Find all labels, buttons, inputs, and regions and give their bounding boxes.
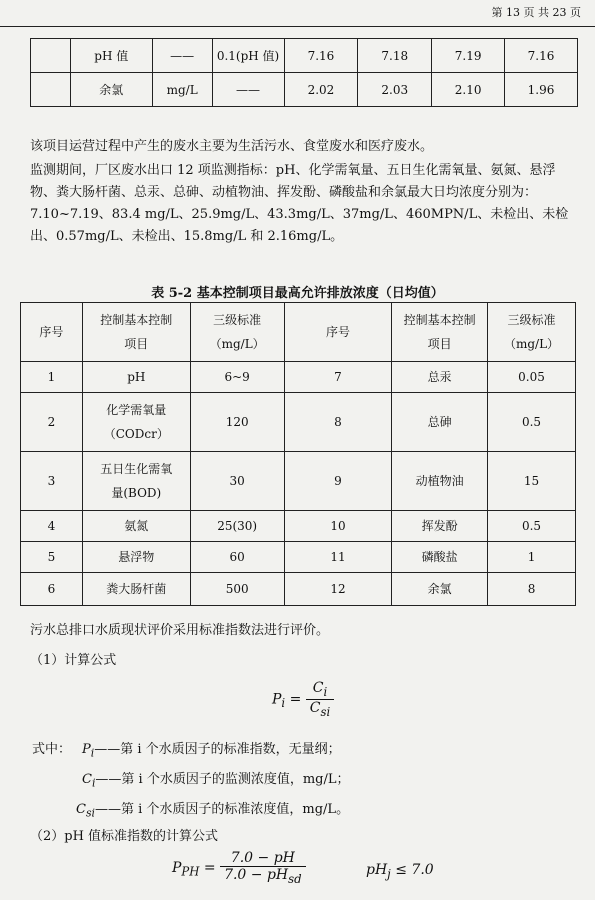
formula1-den-sub: si (320, 704, 331, 719)
table-cell: 余氯 (70, 73, 152, 107)
where-label: 式中： (32, 742, 72, 757)
formula1-den: C (309, 699, 321, 716)
def-csi (76, 798, 349, 820)
paragraph-monitoring-results: 监测期间，厂区废水出口 12 项监测指标：pH、化学需氧量、五日生化需氧量、氨氮、悬浮物、粪大肠杆菌、总汞、总砷、动植物油、挥发酚、磷酸盐和余氯最大日均浓度分别为：7.10~7.19、83.4 mg/L、25.9mg/L、43.3mg/L、37mg/L、460MPN/L、未检出、未检出、0.57mg/L、未检出、15.8mg/L 和 2.16mg/L。 (30, 163, 569, 244)
table-cell: 7.16 (284, 39, 358, 73)
formula2-lhs: P (172, 859, 182, 876)
header-rule (0, 26, 595, 27)
table-cell: 1.96 (505, 73, 578, 107)
table-cell: —— (152, 39, 212, 73)
table-cell: 12 (284, 573, 392, 606)
formula-standard-index: $P_i$ = $\frac{C_i}{C_{si}}$ (272, 680, 334, 719)
formula1-num-sub: i (323, 684, 328, 699)
column-header: 序号 (284, 303, 392, 362)
column-header: 控制基本控制 项目 (82, 303, 190, 362)
table-cell: 动植物油 (392, 452, 488, 511)
table-cell: 7.16 (505, 39, 578, 73)
formula2-cond-rhs: ≤ 7.0 (395, 862, 434, 878)
table-cell: mg/L (152, 73, 212, 107)
column-header: 三级标准 （mg/L） (488, 303, 576, 362)
table-cell: 挥发酚 (392, 511, 488, 542)
table-cell: 9 (284, 452, 392, 511)
table-cell (31, 73, 71, 107)
step1-heading: （1）计算公式 (30, 653, 117, 668)
discharge-standard-table (20, 302, 576, 606)
table-row (21, 573, 576, 606)
table-cell: 15 (488, 452, 576, 511)
table-cell: 0.5 (488, 393, 576, 452)
formula2-cond-sub: j (387, 866, 391, 881)
table-cell: 1 (488, 542, 576, 573)
page-number: 第 13 页 共 23 页 (491, 6, 581, 19)
table-cell: 2.10 (432, 73, 505, 107)
table-row (21, 542, 576, 573)
table-cell: 8 (284, 393, 392, 452)
def-pi-sub: i (90, 746, 95, 760)
table-cell: 11 (284, 542, 392, 573)
table-cell: 悬浮物 (82, 542, 190, 573)
formula2-den-sub: sd (288, 871, 302, 886)
table-cell: pH (82, 362, 190, 393)
table-cell: 总汞 (392, 362, 488, 393)
def-ci-sub: i (91, 776, 96, 790)
def-ci (82, 768, 350, 790)
table-row (31, 39, 578, 73)
formula2-den: 7.0 − pH (224, 867, 289, 883)
table-cell: 2.03 (358, 73, 432, 107)
table-cell: 7 (284, 362, 392, 393)
table-cell: 氨氮 (82, 511, 190, 542)
table-cell: 25(30) (190, 511, 284, 542)
formula2-lhs-sub: PH (181, 864, 200, 879)
def-csi-sub: si (85, 806, 95, 820)
paragraph-wastewater-source: 该项目运营过程中产生的废水主要为生活污水、食堂废水和医疗废水。 (30, 139, 434, 154)
formula2-num: 7.0 − pH (220, 850, 306, 867)
table-caption: 表 5-2 基本控制项目最高允许排放浓度（日均值） (151, 286, 444, 301)
table-cell: 总砷 (392, 393, 488, 452)
table-cell: 0.05 (488, 362, 576, 393)
table-cell: 粪大肠杆菌 (82, 573, 190, 606)
monitoring-table-continued (30, 38, 578, 107)
table-cell: 0.5 (488, 511, 576, 542)
def-ci-sym: C (82, 772, 92, 787)
table-cell: 120 (190, 393, 284, 452)
table-header-row (21, 303, 576, 362)
step2-heading: （2）pH 值标准指数的计算公式 (30, 829, 219, 844)
table-cell: 6 (21, 573, 83, 606)
formula1-lhs: P (272, 691, 282, 708)
formula-ph-condition (366, 862, 434, 881)
table-cell: 五日生化需氧 量(BOD) (82, 452, 190, 511)
table-cell: 7.19 (432, 39, 505, 73)
table-cell: 6~9 (190, 362, 284, 393)
formula2-cond: pH (366, 862, 388, 878)
table-row (21, 511, 576, 542)
table-cell: 0.1(pH 值) (212, 39, 284, 73)
method-intro: 污水总排口水质现状评价采用标准指数法进行评价。 (30, 623, 330, 638)
def-csi-text: ——第 i 个水质因子的标准浓度值，mg/L。 (94, 802, 350, 817)
table-cell: 7.18 (358, 39, 432, 73)
table-cell: 10 (284, 511, 392, 542)
def-pi-sym: P (82, 742, 91, 757)
table-row (21, 452, 576, 511)
table-cell (31, 39, 71, 73)
def-pi-text: ——第 i 个水质因子的标准指数，无量纲； (94, 742, 341, 757)
table-row (21, 393, 576, 452)
table-cell: 化学需氧量 （CODcr） (82, 393, 190, 452)
table-cell: 2.02 (284, 73, 358, 107)
formula1-lhs-sub: i (281, 696, 286, 711)
table-cell: 余氯 (392, 573, 488, 606)
table-cell: 磷酸盐 (392, 542, 488, 573)
formula-ph-index: $P_{PH}$ = $\frac{7.0 - pH}{7.0 - pH_{sd}}$ (172, 850, 306, 886)
table-cell: 8 (488, 573, 576, 606)
formula1-num: C (312, 680, 324, 696)
table-cell: 60 (190, 542, 284, 573)
def-pi (82, 738, 341, 760)
column-header: 三级标准 （mg/L） (190, 303, 284, 362)
table-row (31, 73, 578, 107)
table-cell: —— (212, 73, 284, 107)
page-header (0, 0, 595, 26)
table-cell: 2 (21, 393, 83, 452)
table-cell: 500 (190, 573, 284, 606)
table-cell: 4 (21, 511, 83, 542)
table-cell: 5 (21, 542, 83, 573)
table-row (21, 362, 576, 393)
def-ci-text: ——第 i 个水质因子的监测浓度值，mg/L； (95, 772, 350, 787)
table-cell: pH 值 (70, 39, 152, 73)
table-cell: 1 (21, 362, 83, 393)
table-cell: 3 (21, 452, 83, 511)
column-header: 序号 (21, 303, 83, 362)
def-csi-sym: C (76, 802, 86, 817)
table-cell: 30 (190, 452, 284, 511)
column-header: 控制基本控制 项目 (392, 303, 488, 362)
